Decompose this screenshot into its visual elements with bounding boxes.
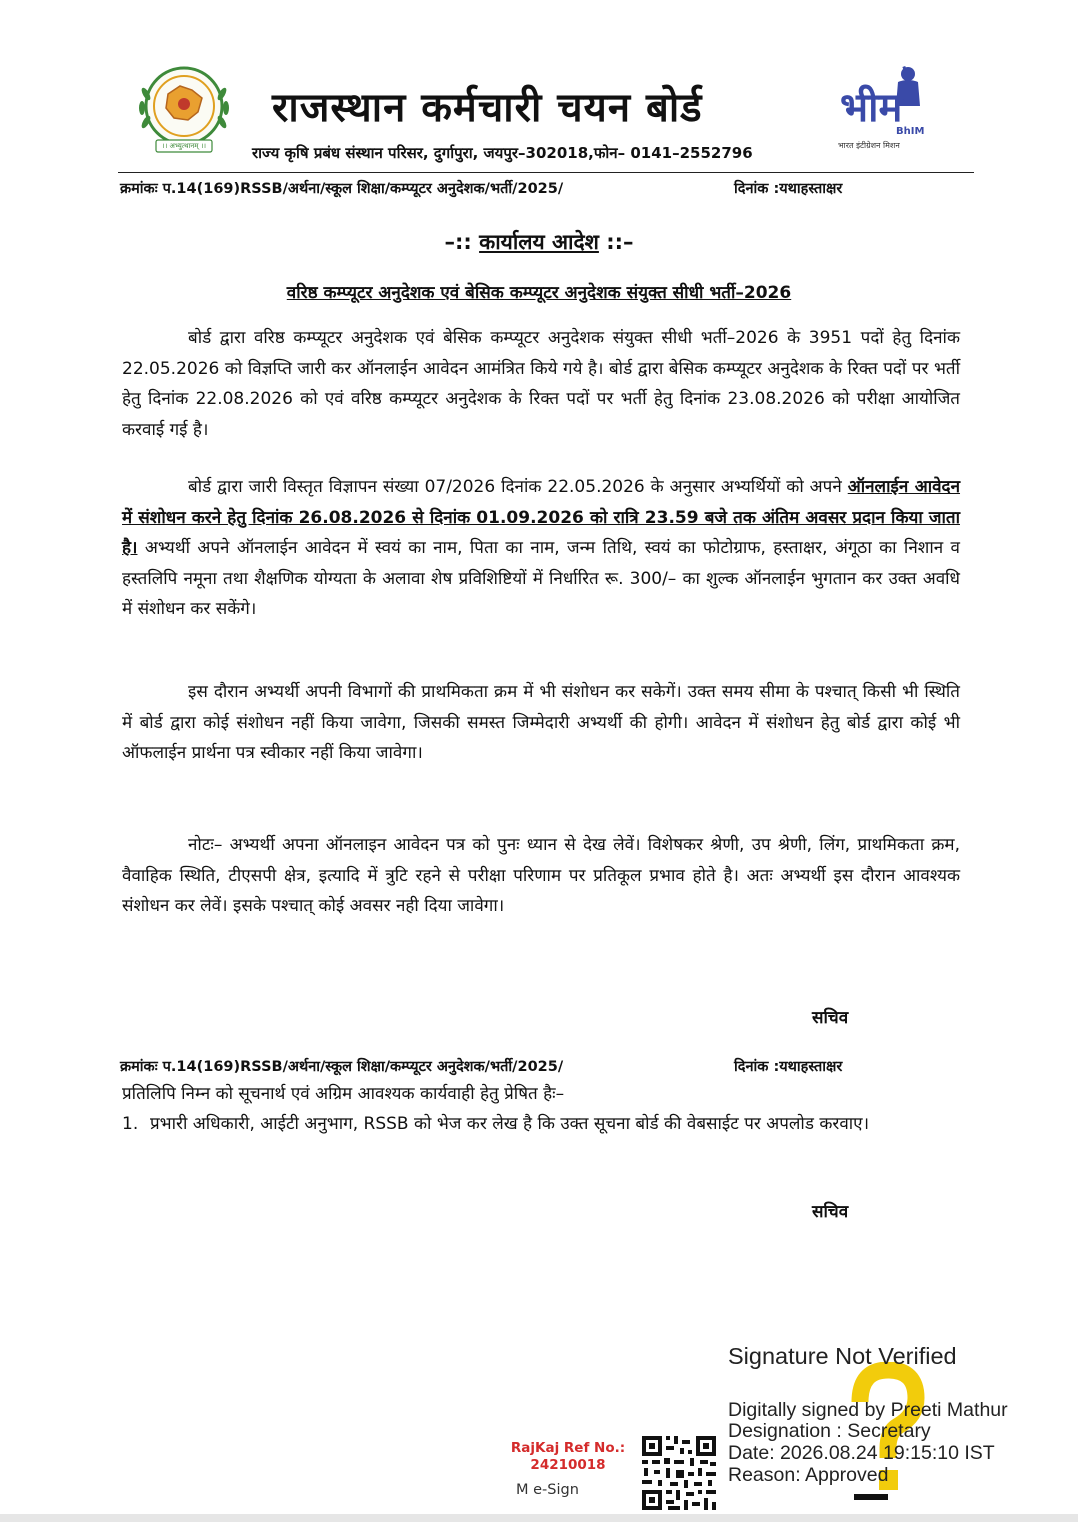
rajkaj-ref-label: RajKaj Ref No.: [510, 1440, 626, 1456]
signature-reason: Reason: Approved [728, 1464, 889, 1486]
m-esign-label: M e-Sign [516, 1482, 579, 1498]
signature-date: Date: 2026.08.24 19:15:10 IST [728, 1442, 995, 1464]
reference-number: क्रमांकः प.14(169)RSSB/अर्थना/स्कूल शिक्षा/कम्प्यूटर अनुदेशक/भर्ती/2025/ [120, 181, 564, 197]
bhim-logo-latin: BhIM [896, 126, 925, 137]
signature-designation: Designation : Secretary [728, 1420, 931, 1442]
reference-number-copy: क्रमांकः प.14(169)RSSB/अर्थना/स्कूल शिक्षा/कम्प्यूटर अनुदेशक/भर्ती/2025/ [120, 1059, 564, 1075]
copy-to-intro: प्रतिलिपि निम्न को सूचनार्थ एवं अग्रिम आवश्यक कार्यवाही हेतु प्रेषित हैः– [122, 1084, 565, 1104]
date-label: दिनांक :यथाहस्ताक्षर [734, 181, 843, 197]
page-bottom-edge [0, 1514, 1078, 1522]
signature-signed-by: Digitally signed by Preeti Mathur [728, 1399, 1008, 1421]
copy-item-text: प्रभारी अधिकारी, आईटी अनुभाग, RSSB को भेज कर लेख है कि उक्त सूचना बोर्ड की वेबसाईट पर अपलोड करवाए। [150, 1114, 870, 1134]
office-address: राज्य कृषि प्रबंध संस्थान परिसर, दुर्गापुरा, जयपुर–302018,फोन– 0141–2552796 [252, 144, 753, 162]
org-title: राजस्थान कर्मचारी चयन बोर्ड [272, 85, 703, 131]
paragraph-3: इस दौरान अभ्यर्थी अपनी विभागों की प्राथमिकता क्रम में भी संशोधन कर सकेगें। उक्त समय सीमा के पश्चात् किसी भी स्थिति में बोर्ड द्वारा कोई संशोधन नहीं किया जावेगा, जिसकी समस्त जिम्मेदारी अभ्यर्थी की होगी। आवेदन में संशोधन हेतु बोर्ड द्वारा कोई भी ऑफलाईन प्रार्थना पत्र स्वीकार नहीं किया जावेगा। [122, 682, 960, 763]
office-order-title: –:: कार्यालय आदेश ::– [444, 230, 634, 254]
signatory-title-2: सचिव [812, 1202, 849, 1222]
correction-window-notice: ऑनलाईन आवेदन में संशोधन करने हेतु दिनांक 26.08.2026 से दिनांक 01.09.2026 को रात्रि 23.59 बजे तक अंतिम अवसर प्रदान किया जाता है। [122, 477, 961, 558]
order-subject: वरिष्ठ कम्प्यूटर अनुदेशक एवं बेसिक कम्प्यूटर अनुदेशक संयुक्त सीधी भर्ती–2026 [286, 283, 792, 303]
qr-code-icon [640, 1434, 718, 1512]
bhim-logo-text: भीम [840, 85, 903, 131]
rajkaj-ref-number: 24210018 [530, 1457, 606, 1473]
bhim-tagline: भारत इंटीग्रेशन मिशन [838, 141, 900, 150]
copy-to-item [122, 1110, 960, 1139]
header-divider [118, 172, 974, 173]
copy-item-number: 1. [122, 1114, 139, 1134]
paragraph-1: बोर्ड द्वारा वरिष्ठ कम्प्यूटर अनुदेशक एवं बेसिक कम्प्यूटर अनुदेशक संयुक्त सीधी भर्ती–2026 के 3951 पदों हेतु दिनांक 22.05.2026 को विज्ञप्ति जारी कर ऑनलाईन आवेदन आमंत्रित किये गये है। बोर्ड द्वारा बेसिक कम्प्यूटर अनुदेशक के रिक्त पदों पर भर्ती हेतु दिनांक 22.08.2026 को एवं वरिष्ठ कम्प्यूटर अनुदेशक के रिक्त पदों पर भर्ती हेतु दिनांक 23.08.2026 को परीक्षा आयोजित करवाई गई है। [122, 328, 960, 440]
date-label-copy: दिनांक :यथाहस्ताक्षर [734, 1059, 843, 1075]
signatory-title-1: सचिव [812, 1008, 849, 1028]
signature-status: Signature Not Verified [728, 1343, 957, 1369]
emblem-motto: ।। अभ्युत्थानम् ।। [161, 142, 207, 150]
rajkaj-ref [500, 1440, 636, 1474]
paragraph-note: नोटः– अभ्यर्थी अपना ऑनलाइन आवेदन पत्र को पुनः ध्यान से देख लेवें। विशेषकर श्रेणी, उप श्रेणी, लिंग, प्राथमिकता क्रम, वैवाहिक स्थिति, टीएसपी क्षेत्र, इत्यादि में त्रुटि रहने से परीक्षा परिणाम पर प्रतिकूल प्रभाव होते है। अतः अभ्यर्थी इस दौरान आवश्यक संशोधन कर लेवें। इसके पश्चात् कोई अवसर नही दिया जावेगा। [122, 835, 960, 916]
office-order-title-main: कार्यालय आदेश [479, 230, 599, 254]
paragraph-2: बोर्ड द्वारा जारी विस्तृत विज्ञापन संख्या 07/2026 दिनांक 22.05.2026 के अनुसार अभ्यर्थियों को अपने ऑनलाईन आवेदन में संशोधन करने हेतु दिनांक 26.08.2026 से दिनांक 01.09.2026 को रात्रि 23.59 बजे तक अंतिम अवसर प्रदान किया जाता है। अभ्यर्थी अपने ऑनलाईन आवेदन में स्वयं का नाम, पिता का नाम, जन्म तिथि, स्वयं का फोटोग्राफ, हस्ताक्षर, अंगूठा का निशान व हस्तलिपि नमूना तथा शैक्षणिक योग्यता के अलावा शेष प्रविशिष्टियों में निर्धारित रू. 300/– का शुल्क ऑनलाईन भुगतान कर उक्त अवधि में संशोधन कर सकेंगे। [122, 477, 961, 619]
